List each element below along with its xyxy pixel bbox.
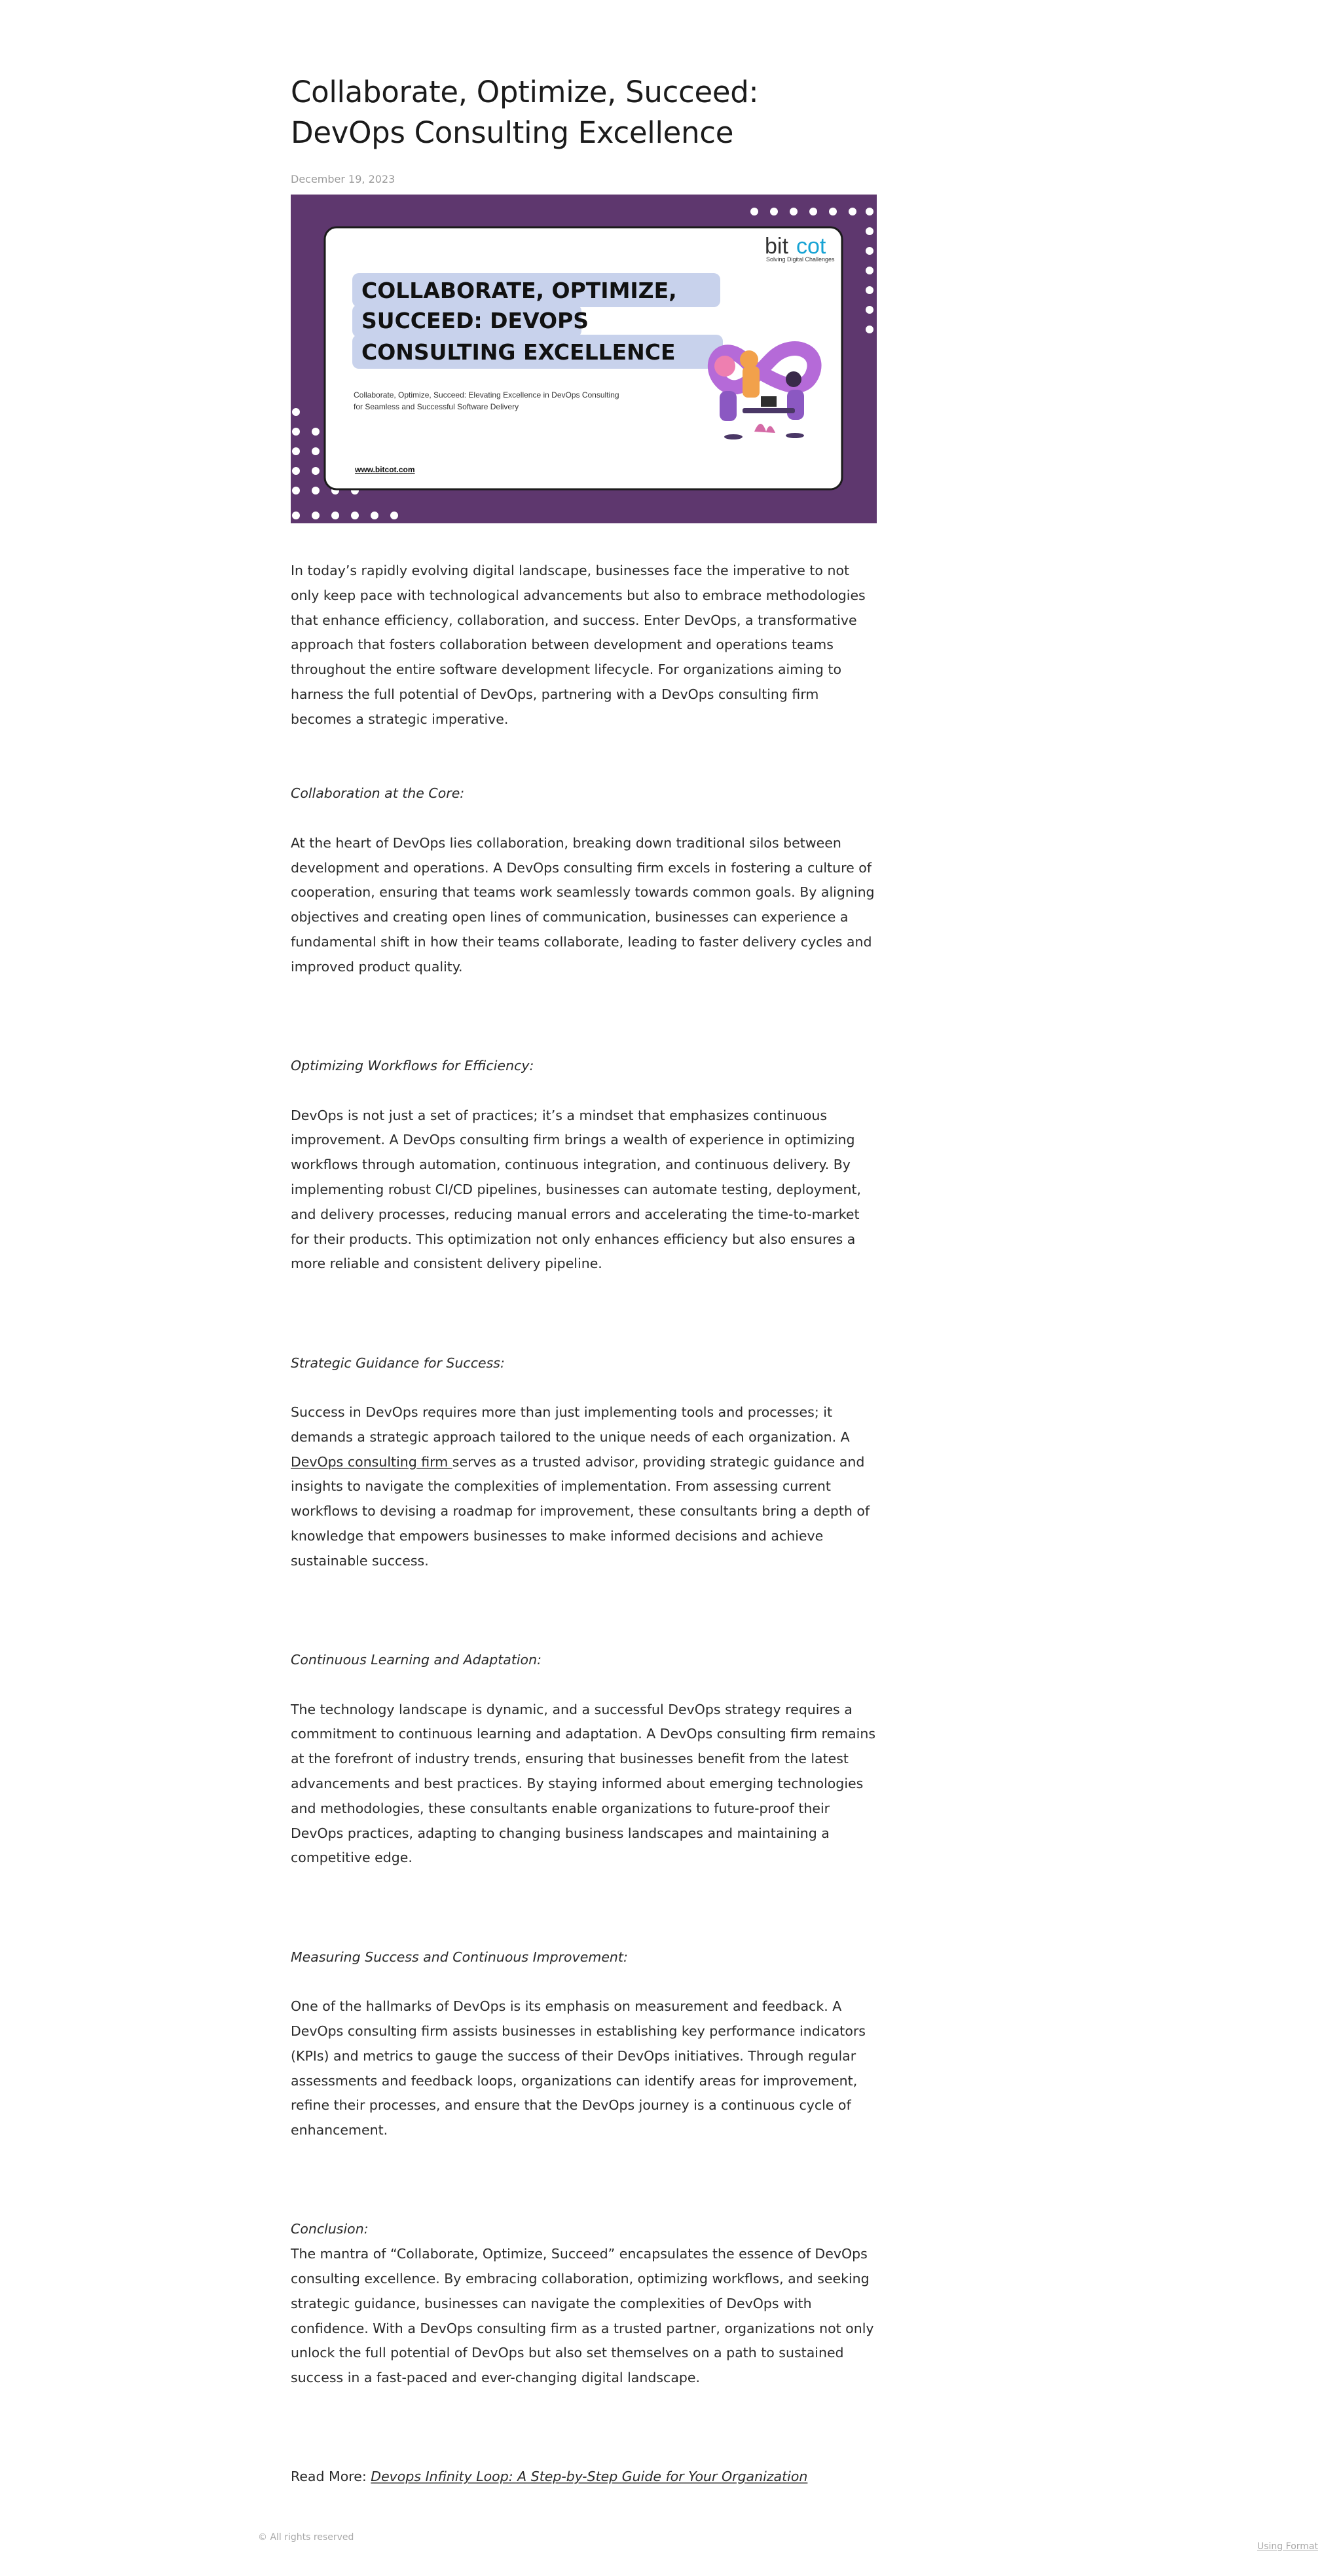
svg-text:CONSULTING EXCELLENCE: CONSULTING EXCELLENCE [361,339,676,365]
section-paragraph-strategic [291,1400,877,1574]
footer-copyright: © All rights reserved [258,2532,354,2543]
svg-text:Collaborate, Optimize, Succeed: Collaborate, Optimize, Succeed: Elevating Excellence in DevOps Consulting [354,390,619,400]
section-heading-learning: Continuous Learning and Adaptation: [291,1652,542,1668]
page-title: Collaborate, Optimize, Succeed: DevOps Consulting Excellence [291,75,759,150]
devops-consulting-firm-link[interactable]: DevOps consulting firm [291,1453,452,1470]
article [291,72,877,2490]
svg-text:Solving Digital Challenges: Solving Digital Challenges [766,256,835,263]
section-paragraph-measuring: One of the hallmarks of DevOps is its emphasis on measurement and feedback. A DevOps consulting firm assists businesses in establishing key performance indicators (KPIs) and metrics to gauge the success of their DevOps initiatives. Through regular assessments and feedback loops, organizations can identify areas for improvement, refine their processes, and ensure that the DevOps journey is a continuous cycle of enhancement. [291,1998,866,2138]
svg-text:bit: bit [765,234,788,259]
svg-text:SUCCEED: DEVOPS: SUCCEED: DEVOPS [361,308,589,333]
footer-powered-by-link[interactable]: Using Format [1257,2541,1318,2552]
read-more-label: Read More: [291,2469,371,2485]
section-heading-collaboration: Collaboration at the Core: [291,785,465,802]
section-heading-measuring: Measuring Success and Continuous Improvement: [291,1949,628,1965]
section-paragraph-collaboration: At the heart of DevOps lies collaboration, breaking down traditional silos between development and operations. A DevOps consulting firm excels in fostering a culture of cooperation, ensuring that teams work seamlessly towards common goals. By aligning objectives and creating open lines of communication, businesses can experience a fundamental shift in how their teams collaborate, leading to faster delivery cycles and improved product quality. [291,834,875,975]
hero-graphic [291,195,877,523]
bitcot-logo [765,234,835,263]
section-paragraph-optimizing: DevOps is not just a set of practices; it’s a mindset that emphasizes continuous improvement. A DevOps consulting firm brings a wealth of experience in optimizing workflows through automation, continuous integration, and continuous delivery. By implementing robust CI/CD pipelines, businesses can automate testing, deployment, and delivery processes, reducing manual errors and accelerating the time-to-market for their products. This optimization not only enhances efficiency but also ensures a more reliable and consistent delivery pipeline. [291,1107,862,1272]
svg-text:for Seamless and Successful So: for Seamless and Successful Software Delivery [354,402,519,411]
section-paragraph-learning: The technology landscape is dynamic, and a successful DevOps strategy requires a commitment to continuous learning and adaptation. A DevOps consulting firm remains at the forefront of industry trends, ensuring that businesses benefit from the latest advancements and best practices. By staying informed about emerging technologies and methodologies, these consultants enable organizations to future-proof their DevOps practices, adapting to changing business landscapes and maintaining a competitive edge. [291,1701,876,1866]
strategic-text-after: serves as a trusted advisor, providing strategic guidance and insights to navigate the complexities of implementation. From assessing current workflows to devising a roadmap for improvement, these consultants bring a depth of knowledge that empowers businesses to make informed decisions and achieve sustainable success. [291,1453,870,1569]
read-more [291,2465,877,2490]
intro-paragraph: In today’s rapidly evolving digital landscape, businesses face the imperative to not only keep pace with technological advancements but also to embrace methodologies that enhance efficiency, collaboration, and success. Enter DevOps, a transformative approach that fosters collaboration between development and operations teams throughout the entire software development lifecycle. For organizations aiming to harness the full potential of DevOps, partnering with a DevOps consulting firm becomes a strategic imperative. [291,563,866,727]
section-heading-strategic: Strategic Guidance for Success: [291,1354,505,1371]
svg-text:COLLABORATE, OPTIMIZE,: COLLABORATE, OPTIMIZE, [361,278,677,303]
read-more-link[interactable]: Devops Infinity Loop: A Step-by-Step Guide for Your Organization [371,2469,808,2485]
svg-text:www.bitcot.com: www.bitcot.com [355,465,415,474]
post-date: December 19, 2023 [291,173,395,185]
section-heading-optimizing: Optimizing Workflows for Efficiency: [291,1057,534,1073]
section-paragraph-conclusion: The mantra of “Collaborate, Optimize, Succeed” encapsulates the essence of DevOps consulting excellence. By embracing collaboration, optimizing workflows, and seeking strategic guidance, businesses can navigate the complexities of DevOps with confidence. With a DevOps consulting firm as a trusted partner, organizations not only unlock the full potential of DevOps but also set themselves on a path to sustained success in a fast-paced and ever-changing digital landscape. [291,2246,874,2386]
hero-image [291,195,877,523]
svg-text:cot: cot [796,234,826,259]
strategic-text-before: Success in DevOps requires more than just implementing tools and processes; it demands a strategic approach tailored to the unique needs of each organization. A [291,1404,850,1445]
section-heading-conclusion: Conclusion: [291,2221,369,2237]
article-body [291,559,877,2490]
